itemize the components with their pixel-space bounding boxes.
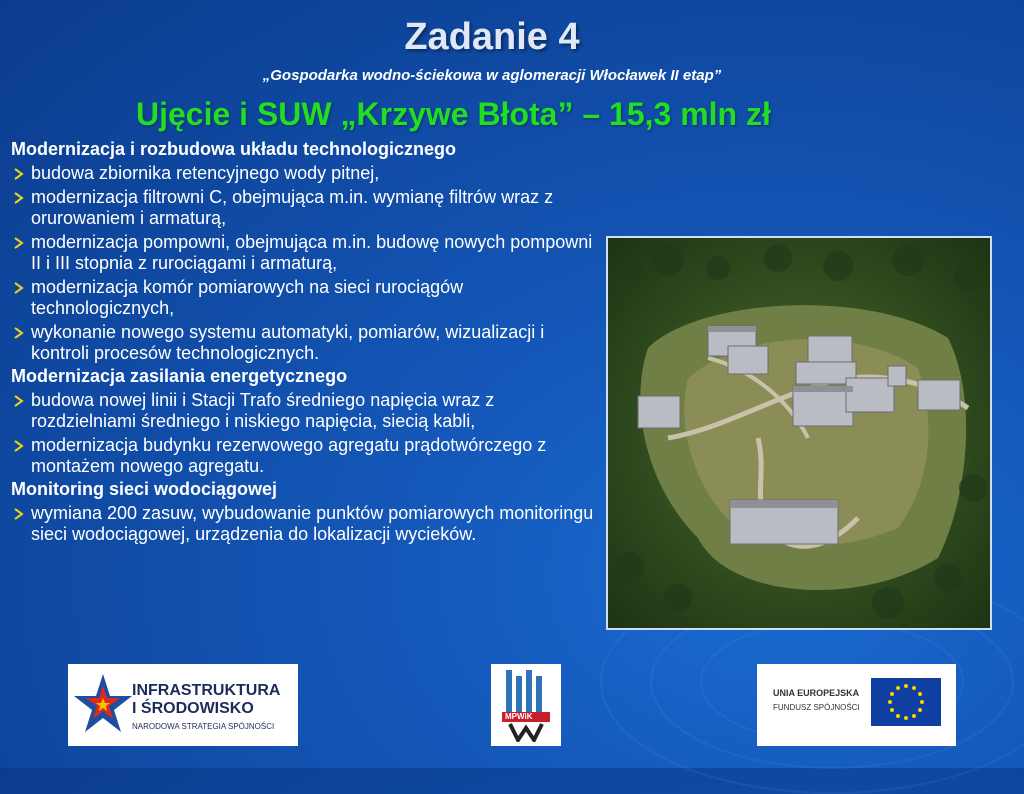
chevron-right-icon (12, 281, 26, 295)
logo-text: I ŚRODOWISKO (132, 700, 254, 717)
section-title: Modernizacja i rozbudowa układu technologicznego (11, 139, 457, 159)
chevron-right-icon (12, 326, 26, 340)
chevron-right-icon (12, 236, 26, 250)
bullet-text: wykonanie nowego systemu automatyki, pomiarów, wizualizacji i kontroli procesów technologicznych. (31, 322, 545, 363)
chevron-right-icon (12, 507, 26, 521)
slide-subtitle: „Gospodarka wodno-ściekowa w aglomeracji Włocławek II etap” (262, 67, 722, 84)
list-item (11, 390, 603, 432)
list-item (11, 232, 603, 274)
eu-flag-icon (871, 678, 941, 726)
eu-logo (757, 664, 956, 746)
list-item (11, 322, 603, 364)
slide-heading: Ujęcie i SUW „Krzywe Błota” – 15,3 mln zł (136, 96, 771, 132)
bullet-text: budowa zbiornika retencyjnego wody pitnej, (31, 163, 380, 183)
mpwik-emblem-icon (500, 668, 552, 742)
mpwik-logo (491, 664, 561, 746)
bullet-text: modernizacja budynku rezerwowego agregatu prądotwórczego z montażem nowego agregatu. (31, 435, 547, 476)
chevron-right-icon (12, 439, 26, 453)
infrastruktura-logo (68, 664, 298, 746)
bullet-text: modernizacja filtrowni C, obejmująca m.in. wymianę filtrów wraz z orurowaniem i armaturą, (31, 187, 554, 228)
list-item (11, 435, 603, 477)
bullet-text: modernizacja komór pomiarowych na sieci rurociągów technologicznych, (31, 277, 464, 318)
list-item (11, 277, 603, 319)
chevron-right-icon (12, 191, 26, 205)
bullet-text: budowa nowej linii i Stacji Trafo średniego napięcia wraz z rozdzielniami średniego i niskiego napięcia, siecią kabli, (31, 390, 495, 431)
chevron-right-icon (12, 394, 26, 408)
aerial-photo-illustration (608, 238, 990, 628)
chevron-right-icon (12, 167, 26, 181)
logo-subtext: FUNDUSZ SPÓJNOŚCI (773, 703, 860, 712)
star-emblem-icon (74, 672, 132, 738)
list-item (11, 503, 603, 545)
list-item (11, 187, 603, 229)
bullet-text: wymiana 200 zasuw, wybudowanie punktów pomiarowych monitoringu sieci wodociągowej, urządzenia do lokalizacji wycieków. (31, 503, 594, 544)
slide-title: Zadanie 4 (404, 16, 580, 58)
aerial-photo (606, 236, 992, 630)
section-title: Modernizacja zasilania energetycznego (11, 366, 348, 386)
section-title: Monitoring sieci wodociągowej (11, 479, 278, 499)
logo-text: INFRASTRUKTURA (132, 682, 281, 699)
logo-text: MPWiK (505, 712, 533, 721)
list-item (11, 163, 603, 184)
logo-subtext: NARODOWA STRATEGIA SPÓJNOŚCI (132, 722, 275, 731)
content-list (11, 137, 603, 545)
bullet-text: modernizacja pompowni, obejmująca m.in. budowę nowych pompowni II i III stopnia z rurociągami i armaturą, (31, 232, 593, 273)
logo-text: UNIA EUROPEJSKA (773, 688, 860, 698)
